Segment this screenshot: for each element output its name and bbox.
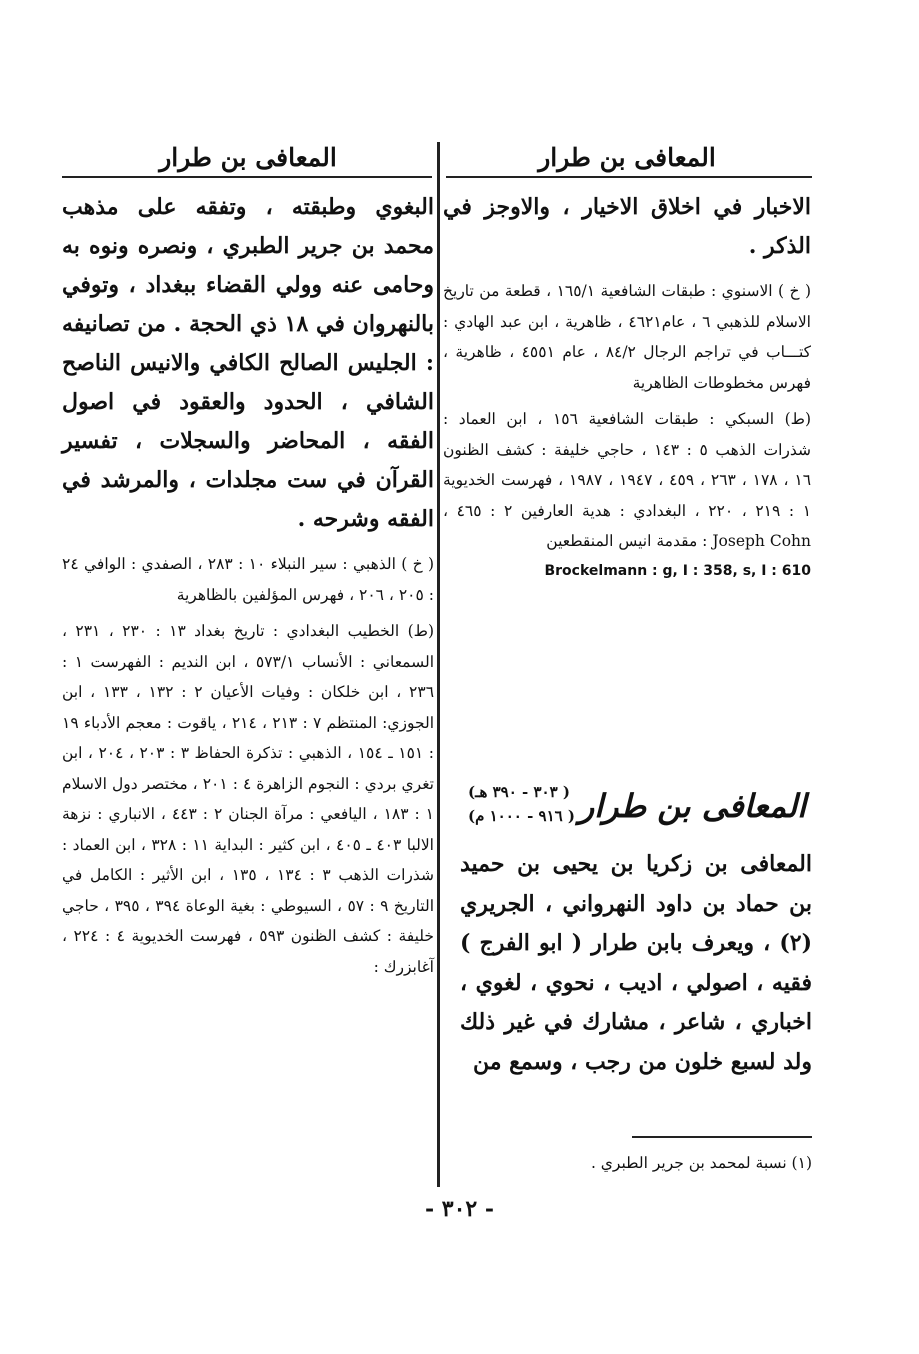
right-column-body [443,180,811,585]
footnote: (١) نسبة لمحمد بن جرير الطبري . [590,1154,812,1172]
left-column [62,138,434,178]
entry-dates-gregorian: ( ٩١٦ - ١٠٠٠ م) [468,807,576,825]
entry-name: المعافى بن طرار [578,787,806,825]
entry-heading [460,776,810,840]
left-running-head: المعافى بن طرار [159,143,337,172]
left-body-text: البغوي وطبقته ، وتفقه على مذهب محمد بن جرير الطبري ، ونصره ونوه به وحامى عنه وولي القضاء ببغداد ، وتوفي بالنهروان في ١٨ ذي الحجة . من تصانيفه : الجليس الصالح الكافي والانيس الناصح الشافي ، الحدود والعقود في اصول الفقه ، المحاضر والسجلات ، تفسير القرآن في ست مجلدات ، والمرشد في الفقه وشرحه . [62,194,435,532]
right-column [443,138,811,178]
left-refs-manuscripts: ( خ ) الذهبي : سير النبلاء ١٠ : ٢٨٣ ، الصفدي : الوافي ٢٤ : ٢٠٥ ، ٢٠٦ ، فهرس المؤلفين بالظاهرية [62,555,435,604]
entry-dates [468,780,575,828]
right-running-head: المعافى بن طرار [538,143,716,172]
page-number: - ٣٠٢ - [424,1196,495,1222]
left-header-rule [62,176,432,178]
right-header-rule [446,176,812,178]
left-column-body [62,180,434,982]
right-refs-manuscripts: ( خ ) الاسنوي : طبقات الشافعية ١٦٥/١ ، قطعة من تاريخ الاسلام للذهبي ٦ ، عام٤٦٢١ ، ظاهرية ، ابن عبد الهادي : كتـــاب في تراجم الرجال ٨٤/٢ ، عام ٤٥٥١ ، ظاهرية ، فهرس مخطوطات الظاهرية [443,282,812,392]
column-divider [437,142,440,1187]
right-refs-printed: (ط) السبكي : طبقات الشافعية ١٥٦ ، ابن العماد : شذرات الذهب ٥ : ١٤٣ ، حاجي خليفة : كشف الظنون ١٦ ، ١٧٨ ، ٢٦٣ ، ٤٥٩ ، ١٩٤٧ ، ١٩٨٧ ، فهرست الخديوية ١ : ٢١٩ ، ٢٢٠ ، البغدادي : هدية العارفين ٢ : ٤٦٥ ، Joseph Cohn : مقدمة انيس المنقطعين [443,410,812,550]
footnote-rule [632,1136,812,1138]
left-refs-printed: (ط) الخطيب البغدادي : تاريخ بغداد ١٣ : ٢٣٠ ، ٢٣١ ، السمعاني : الأنساب ٥٧٣/١ ، ابن النديم : الفهرست ١ : ٢٣٦ ، ابن خلكان : وفيات الأعيان ٢ : ١٣٢ ، ١٣٣ ، ابن الجوزي: المنتظم ٧ : ٢١٣ ، ٢١٤ ، ياقوت : معجم الأدباء ١٩ : ١٥١ ـ ١٥٤ ، الذهبي : تذكرة الحفاظ ٣ : ٢٠٣ ، ٢٠٤ ، ابن تغري بردي : النجوم الزاهرة ٤ : ٢٠١ ، مختصر دول الاسلام ١ : ١٨٣ ، اليافعي : مرآة الجنان ٢ : ٤٤٣ ، الانباري : نزهة الالبا ٤٠٣ ـ ٤٠٥ ، ابن كثير : البداية ١١ : ٣٢٨ ، ابن العماد : شذرات الذهب ٣ : ١٣٤ ، ١٣٥ ، ابن الأثير : الكامل في التاريخ ٩ : ٥٧ ، السيوطي : بغية الوعاة ٣٩٤ ، ٣٩٥ ، حاجي خليفة : كشف الظنون ٥٩٣ ، فهرست الخديوية ٤ : ٢٢٤ ، آغابزرك : [62,622,435,976]
right-continuation-text: الاخبار في اخلاق الاخيار ، والاوجز في الذكر . [443,194,811,259]
entry-dates-hijri: ( ٣٠٣ - ٣٩٠ هـ) [468,783,570,801]
entry-biography: المعافى بن زكريا بن يحيى بن حميد بن حماد بن داود النهرواني ، الجريري (٢) ، ويعرف بابن طرار ( ابو الفرج ) فقيه ، اصولي ، اديب ، نحوي ، لغوي ، اخباري ، شاعر ، مشارك في غير ذلك ولد لسبع خلون من رجب ، وسمع من [460,851,812,1075]
right-refs-latin: Brockelmann : g, I : 358, s, I : 610 [544,562,811,579]
